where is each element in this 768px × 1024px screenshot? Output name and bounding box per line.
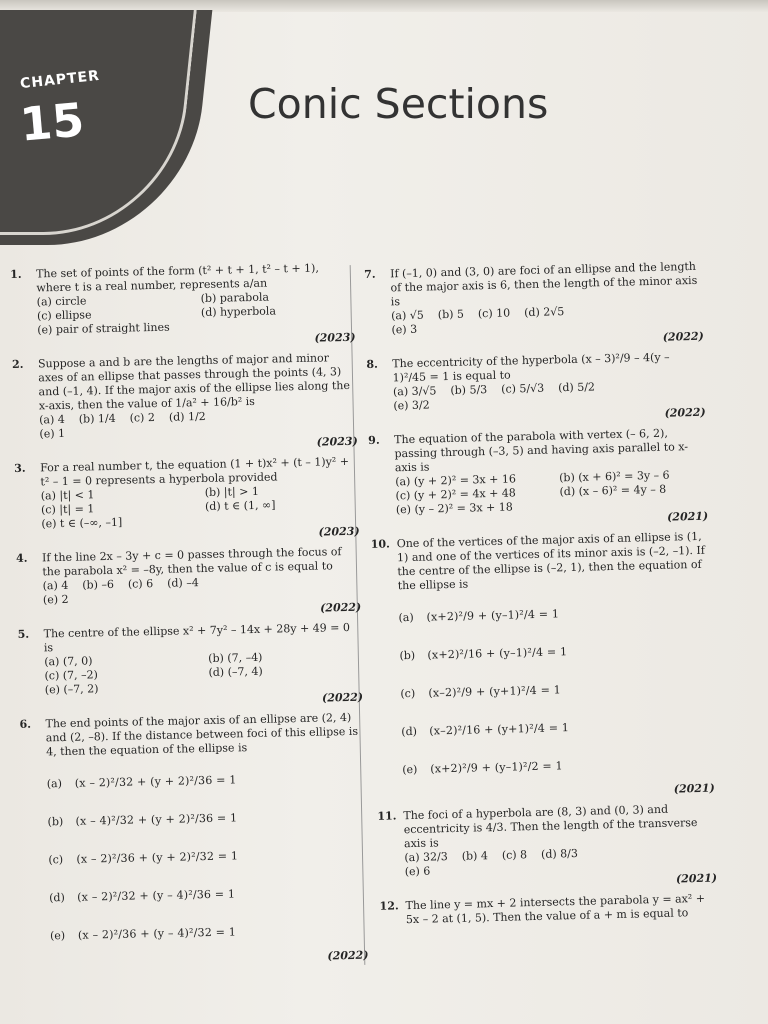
option: (c) 8 — [501, 848, 528, 862]
year-tag: (2023) — [314, 330, 356, 345]
option-equation: (x – 2)²/32 + (y – 4)²/36 = 1 — [77, 887, 236, 904]
year-tag: (2021) — [673, 781, 715, 796]
option: (e) pair of straight lines — [37, 320, 170, 337]
option-equation: (x – 2)²/32 + (y + 2)²/36 = 1 — [74, 773, 237, 790]
question-number: 10. — [370, 537, 391, 551]
option: (b) parabola — [200, 290, 270, 306]
option-equation: (x – 4)²/32 + (y + 2)²/36 = 1 — [75, 811, 238, 828]
option-label: (a) — [398, 610, 414, 625]
question-number: 8. — [366, 357, 378, 371]
fraction-option — [46, 759, 365, 804]
option: (a) 4 — [42, 578, 69, 593]
question-number: 7. — [364, 267, 376, 281]
option: (e) (y – 2)² = 3x + 18 — [395, 500, 513, 517]
question-text: If the line 2x – 3y + c = 0 passes through the focus of the parabola x² = –8y, then the value of c is equal to — [41, 545, 342, 579]
option-equation: (x+2)²/16 + (y–1)²/4 = 1 — [427, 645, 568, 662]
option: (b) 5 — [437, 307, 465, 322]
option-label: (e) — [49, 928, 66, 943]
option-equation: (x–2)²/9 + (y+1)²/4 = 1 — [428, 683, 562, 700]
question-number: 5. — [17, 627, 30, 641]
option: (d) 1/2 — [168, 409, 206, 424]
option: (a) √5 — [391, 308, 424, 323]
fraction-option — [49, 873, 368, 918]
question-text: Suppose a and b are the lengths of major and minor axes of an ellipse that passes through the points (4, 3) and (–1, 4). If the major axis of the ellipse lies along the x-axis, then the value of 1/a² + 16/b² is — [37, 351, 351, 413]
option: (c) 5/√3 — [501, 381, 545, 396]
chapter-title: Conic Sections — [248, 80, 549, 128]
question-text: The end points of the major axis of an ellipse are (2, 4) and (2, –8). If the distance between foci of this ellipse is 4, then the equation of the ellipse is — [45, 710, 359, 759]
option: (a) circle — [36, 294, 87, 309]
question-item — [377, 802, 717, 894]
question-item — [12, 351, 358, 456]
question-item — [19, 711, 364, 760]
option-label: (a) — [46, 777, 63, 791]
question-text: The equation of the parabola with vertex (– 6, 2), passing through (–3, 5) and having axis parallel to x-axis is — [394, 426, 689, 475]
question-item — [364, 260, 704, 352]
option-equation: (x – 2)²/36 + (y + 2)²/32 = 1 — [76, 849, 239, 866]
question-number: 6. — [19, 717, 32, 731]
fraction-option — [48, 835, 367, 880]
option: (a) 4 — [39, 412, 65, 427]
option: (c) ellipse — [36, 308, 92, 323]
question-options — [37, 289, 356, 338]
question-text: For a real number t, the equation (1 + t)x² + (t – 1)y² + t² – 1 = 0 represents a hyperbola provided — [40, 454, 350, 489]
left-column — [10, 261, 369, 976]
option: (b) |t| > 1 — [204, 484, 260, 499]
option: (e) 3/2 — [393, 398, 430, 413]
option: (d) hyperbola — [200, 304, 277, 320]
option: (a) (7, 0) — [44, 654, 93, 669]
year-tag: (2023) — [316, 434, 358, 449]
option: (b) (x + 6)² = 3y – 6 — [559, 468, 670, 485]
option-label: (b) — [47, 815, 64, 829]
option: (d) (–7, 4) — [208, 664, 263, 679]
year-tag: (2022) — [320, 600, 362, 615]
option: (c) (7, –2) — [44, 668, 99, 683]
question-item — [371, 530, 710, 594]
option: (e) 1 — [39, 426, 66, 441]
option-label: (d) — [49, 890, 65, 905]
question-number: 2. — [11, 357, 24, 371]
right-column — [364, 260, 718, 934]
option: (c) 2 — [129, 411, 156, 425]
question-item — [16, 545, 361, 622]
question-options — [41, 483, 360, 532]
option-label: (d) — [401, 724, 418, 739]
question-text: If (–1, 0) and (3, 0) are foci of an ellipse and the length of the major axis is 6, then the length of the minor axis is — [389, 259, 698, 309]
option: (e) (–7, 2) — [44, 682, 99, 697]
option-label: (c) — [400, 686, 416, 701]
question-item — [368, 426, 708, 532]
option: (d) –4 — [167, 576, 199, 590]
chapter-label: CHAPTER — [19, 67, 101, 93]
option: (b) (7, –4) — [208, 650, 263, 665]
year-tag: (2022) — [662, 329, 704, 344]
chapter-number: 15 — [17, 92, 87, 152]
year-tag: (2022) — [327, 948, 369, 963]
question-item — [18, 621, 364, 712]
question-item — [366, 350, 706, 428]
option-equation: (x+2)²/9 + (y–1)²/4 = 1 — [426, 607, 560, 624]
option: (d) 8/3 — [540, 846, 579, 861]
option: (d) t ∈ (1, ∞] — [204, 498, 276, 513]
option: (c) 10 — [477, 306, 511, 321]
option-label: (c) — [48, 853, 64, 867]
fraction-option — [47, 797, 366, 842]
question-number: 3. — [14, 461, 26, 475]
year-tag: (2021) — [666, 509, 709, 524]
question-text: The foci of a hyperbola are (8, 3) and (0, 3) and eccentricity is 4/3. Then the length of the transverse axis is — [403, 802, 698, 851]
option: (b) 1/4 — [78, 411, 116, 426]
year-tag: (2022) — [664, 405, 706, 420]
option: (e) 6 — [404, 864, 431, 879]
option: (c) (y + 2)² = 4x + 48 — [395, 486, 516, 503]
option: (b) 4 — [461, 849, 489, 863]
question-number: 11. — [377, 809, 397, 823]
question-item — [10, 261, 356, 352]
option: (a) 32/3 — [404, 850, 448, 865]
option-equation: (x – 2)²/36 + (y – 4)²/32 = 1 — [77, 925, 237, 942]
option: (d) 2√5 — [524, 305, 565, 320]
option: (a) (y + 2)² = 3x + 16 — [395, 472, 517, 489]
option: (e) t ∈ (–∞, –1] — [41, 515, 123, 531]
question-text: The eccentricity of the hyperbola (x – 3)²/9 – 4(y – 1)²/45 = 1 is equal to — [392, 350, 670, 385]
option: (d) (x – 6)² = 4y – 8 — [559, 482, 667, 499]
option: (e) 3 — [391, 322, 418, 337]
question-item — [379, 892, 718, 928]
question-number: 1. — [10, 267, 22, 281]
fraction-options — [372, 592, 715, 804]
option: (d) 5/2 — [557, 380, 596, 395]
fraction-option — [50, 911, 369, 956]
option: (b) 5/3 — [450, 383, 488, 397]
question-text: One of the vertices of the major axis of an ellipse is (1, 1) and one of the vertices of its minor axis is (–2, –1). If the centre of the ellipse is (–2, 1), then the equation of the ellipse is — [396, 529, 706, 593]
year-tag: (2021) — [675, 871, 718, 886]
option-equation: (x–2)²/16 + (y+1)²/4 = 1 — [429, 721, 570, 738]
question-item — [14, 455, 360, 546]
year-tag: (2023) — [318, 524, 360, 539]
option: (a) 3/√5 — [392, 384, 437, 399]
fraction-options — [20, 759, 368, 970]
question-text: The centre of the ellipse x² + 7y² – 14x + 28y + 49 = 0 is — [43, 620, 351, 655]
question-options — [44, 649, 363, 698]
year-tag: (2022) — [321, 690, 364, 705]
option: (e) 2 — [42, 592, 69, 607]
question-text: The line y = mx + 2 intersects the parabola y = ax² + 5x – 2 at (1, 5). Then the value of a + m is equal to — [405, 891, 706, 927]
option-label: (b) — [399, 648, 416, 663]
option-equation: (x+2)²/9 + (y–1)²/2 = 1 — [430, 759, 563, 776]
option: (c) 6 — [127, 577, 154, 591]
option: (a) |t| < 1 — [40, 488, 95, 503]
option-label: (e) — [402, 762, 418, 777]
question-number: 4. — [15, 551, 28, 565]
question-text: The set of points of the form (t² + t + 1, t² – t + 1), where t is a real number, represents a/an — [35, 261, 320, 295]
option: (b) –6 — [82, 577, 115, 592]
question-number: 12. — [379, 899, 399, 913]
option: (c) |t| = 1 — [40, 502, 95, 517]
question-number: 9. — [368, 433, 380, 447]
